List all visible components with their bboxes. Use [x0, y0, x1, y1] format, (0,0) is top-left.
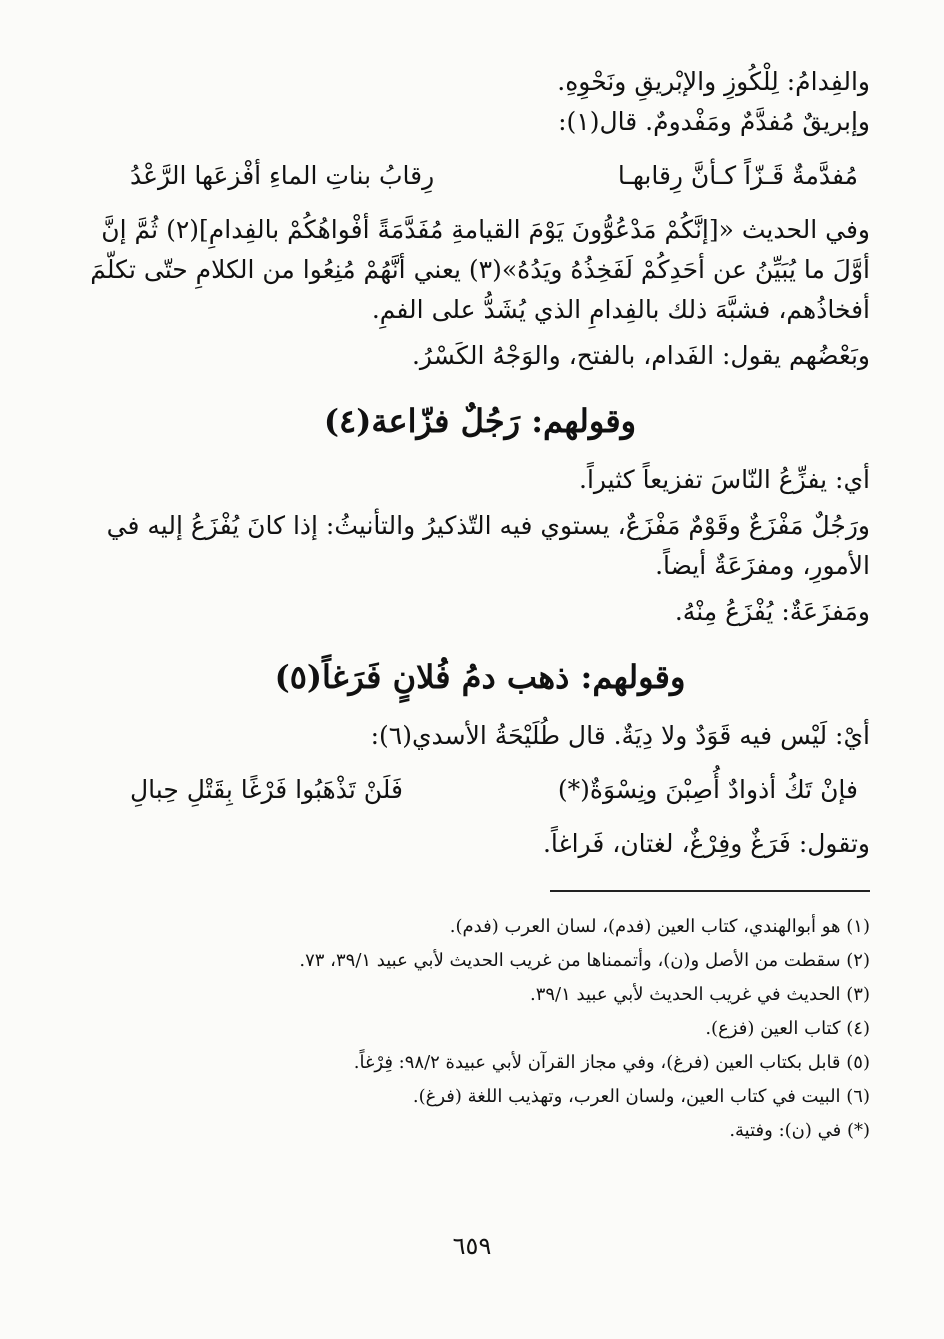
page-number: ٦٥٩ — [452, 1232, 492, 1260]
verse-first-hemistich: فإنْ تَكُ أذوادٌ أُصِبْنَ ونِسْوَةٌ(*) — [557, 775, 858, 804]
paragraph: وبَعْضُهم يقول: الفَدام، بالفتح، والوَجْهُ الكَسْرُ. — [411, 341, 870, 370]
text-line: وإبريقٌ مُفدَّمٌ ومَفْدومٌ. قال(١): — [558, 107, 870, 136]
footnotes — [90, 910, 870, 1148]
paragraph: وفي الحديث «[إنَّكُمْ مَدْعُوُّونَ يَوْمَ القيامةِ مُفَدَّمَةً أفْواهُكُمْ بالفِدامِ](٢) ثُمَّ إنَّ أوَّلَ ما يُبَيِّنُ عن أحَدِكُمْ لَفَخِذُهُ ويَدُهُ»(٣) يعني أنَّهُمْ مُنِعُوا من الكلامِ حتّى تكلّمَ أفخاذُهم، فشبَّهَ ذلك بالفِدامِ الذي يُشَدُّ على الفمِ. — [90, 215, 870, 324]
paragraph: وتقول: فَرَغٌ وفِرْغٌ، لغتان، فَراغاً. — [542, 829, 870, 858]
verse-first-hemistich: مُفدَّمةٌ قَـزّاً كـأنَّ رِقابهـا — [617, 161, 858, 190]
section-heading: وقولهم: رَجُلٌ فزّاعة(٤) — [323, 402, 637, 440]
paragraph: ومَفزَعَةٌ: يُفْزَعُ مِنْهُ. — [674, 597, 870, 626]
footnote: (١) هو أبوالهندي، كتاب العين (فدم)، لسان العرب (فدم). — [449, 916, 870, 937]
paragraph: ورَجُلٌ مَفْزَعٌ وقَوْمٌ مَفْزَعٌ، يستوي فيه التّذكيرُ والتأنيثُ: إذا كانَ يُفْزَعُ إليه في الأمورِ، ومفزَعَةٌ أيضاً. — [106, 511, 870, 580]
poem-verse — [130, 768, 858, 812]
poem-verse — [130, 154, 858, 198]
section-heading: وقولهم: ذهب دمُ فُلانٍ فَرَغاً(٥) — [274, 658, 686, 696]
text-line: والفِدامُ: لِلْكُوزِ والإبْريقِ ونَحْوِهِ. — [557, 67, 870, 96]
paragraph: أيْ: لَيْس فيه قَوَدٌ ولا دِيَةٌ. قال طُلَيْحَةُ الأسدي(٦): — [370, 721, 870, 750]
footnote-divider — [550, 890, 870, 892]
paragraph: أي: يفزِّعُ النّاسَ تفزيعاً كثيراً. — [579, 465, 870, 494]
verse-second-hemistich: فَلَنْ تَذْهَبُوا فَرْغًا بِقَتْلِ حِبالِ — [130, 775, 404, 804]
footnote: (٣) الحديث في غريب الحديث لأبي عبيد ٣٩/١. — [529, 984, 870, 1005]
footnote: (٥) قابل بكتاب العين (فرغ)، وفي مجاز القرآن لأبي عبيدة ٩٨/٢: فِرْغاً. — [353, 1052, 870, 1073]
footnote: (*) في (ن): وفتية. — [729, 1120, 870, 1141]
footnote: (٤) كتاب العين (فزع). — [705, 1018, 870, 1039]
footnote: (٦) البيت في كتاب العين، ولسان العرب، وتهذيب اللغة (فرغ). — [412, 1086, 870, 1107]
verse-second-hemistich: رِقابُ بناتِ الماءِ أفْزعَها الرَّعْدُ — [130, 161, 435, 190]
footnote: (٢) سقطت من الأصل و(ن)، وأتممناها من غريب الحديث لأبي عبيد ٣٩/١، ٧٣. — [299, 950, 870, 971]
book-page — [90, 62, 870, 1312]
